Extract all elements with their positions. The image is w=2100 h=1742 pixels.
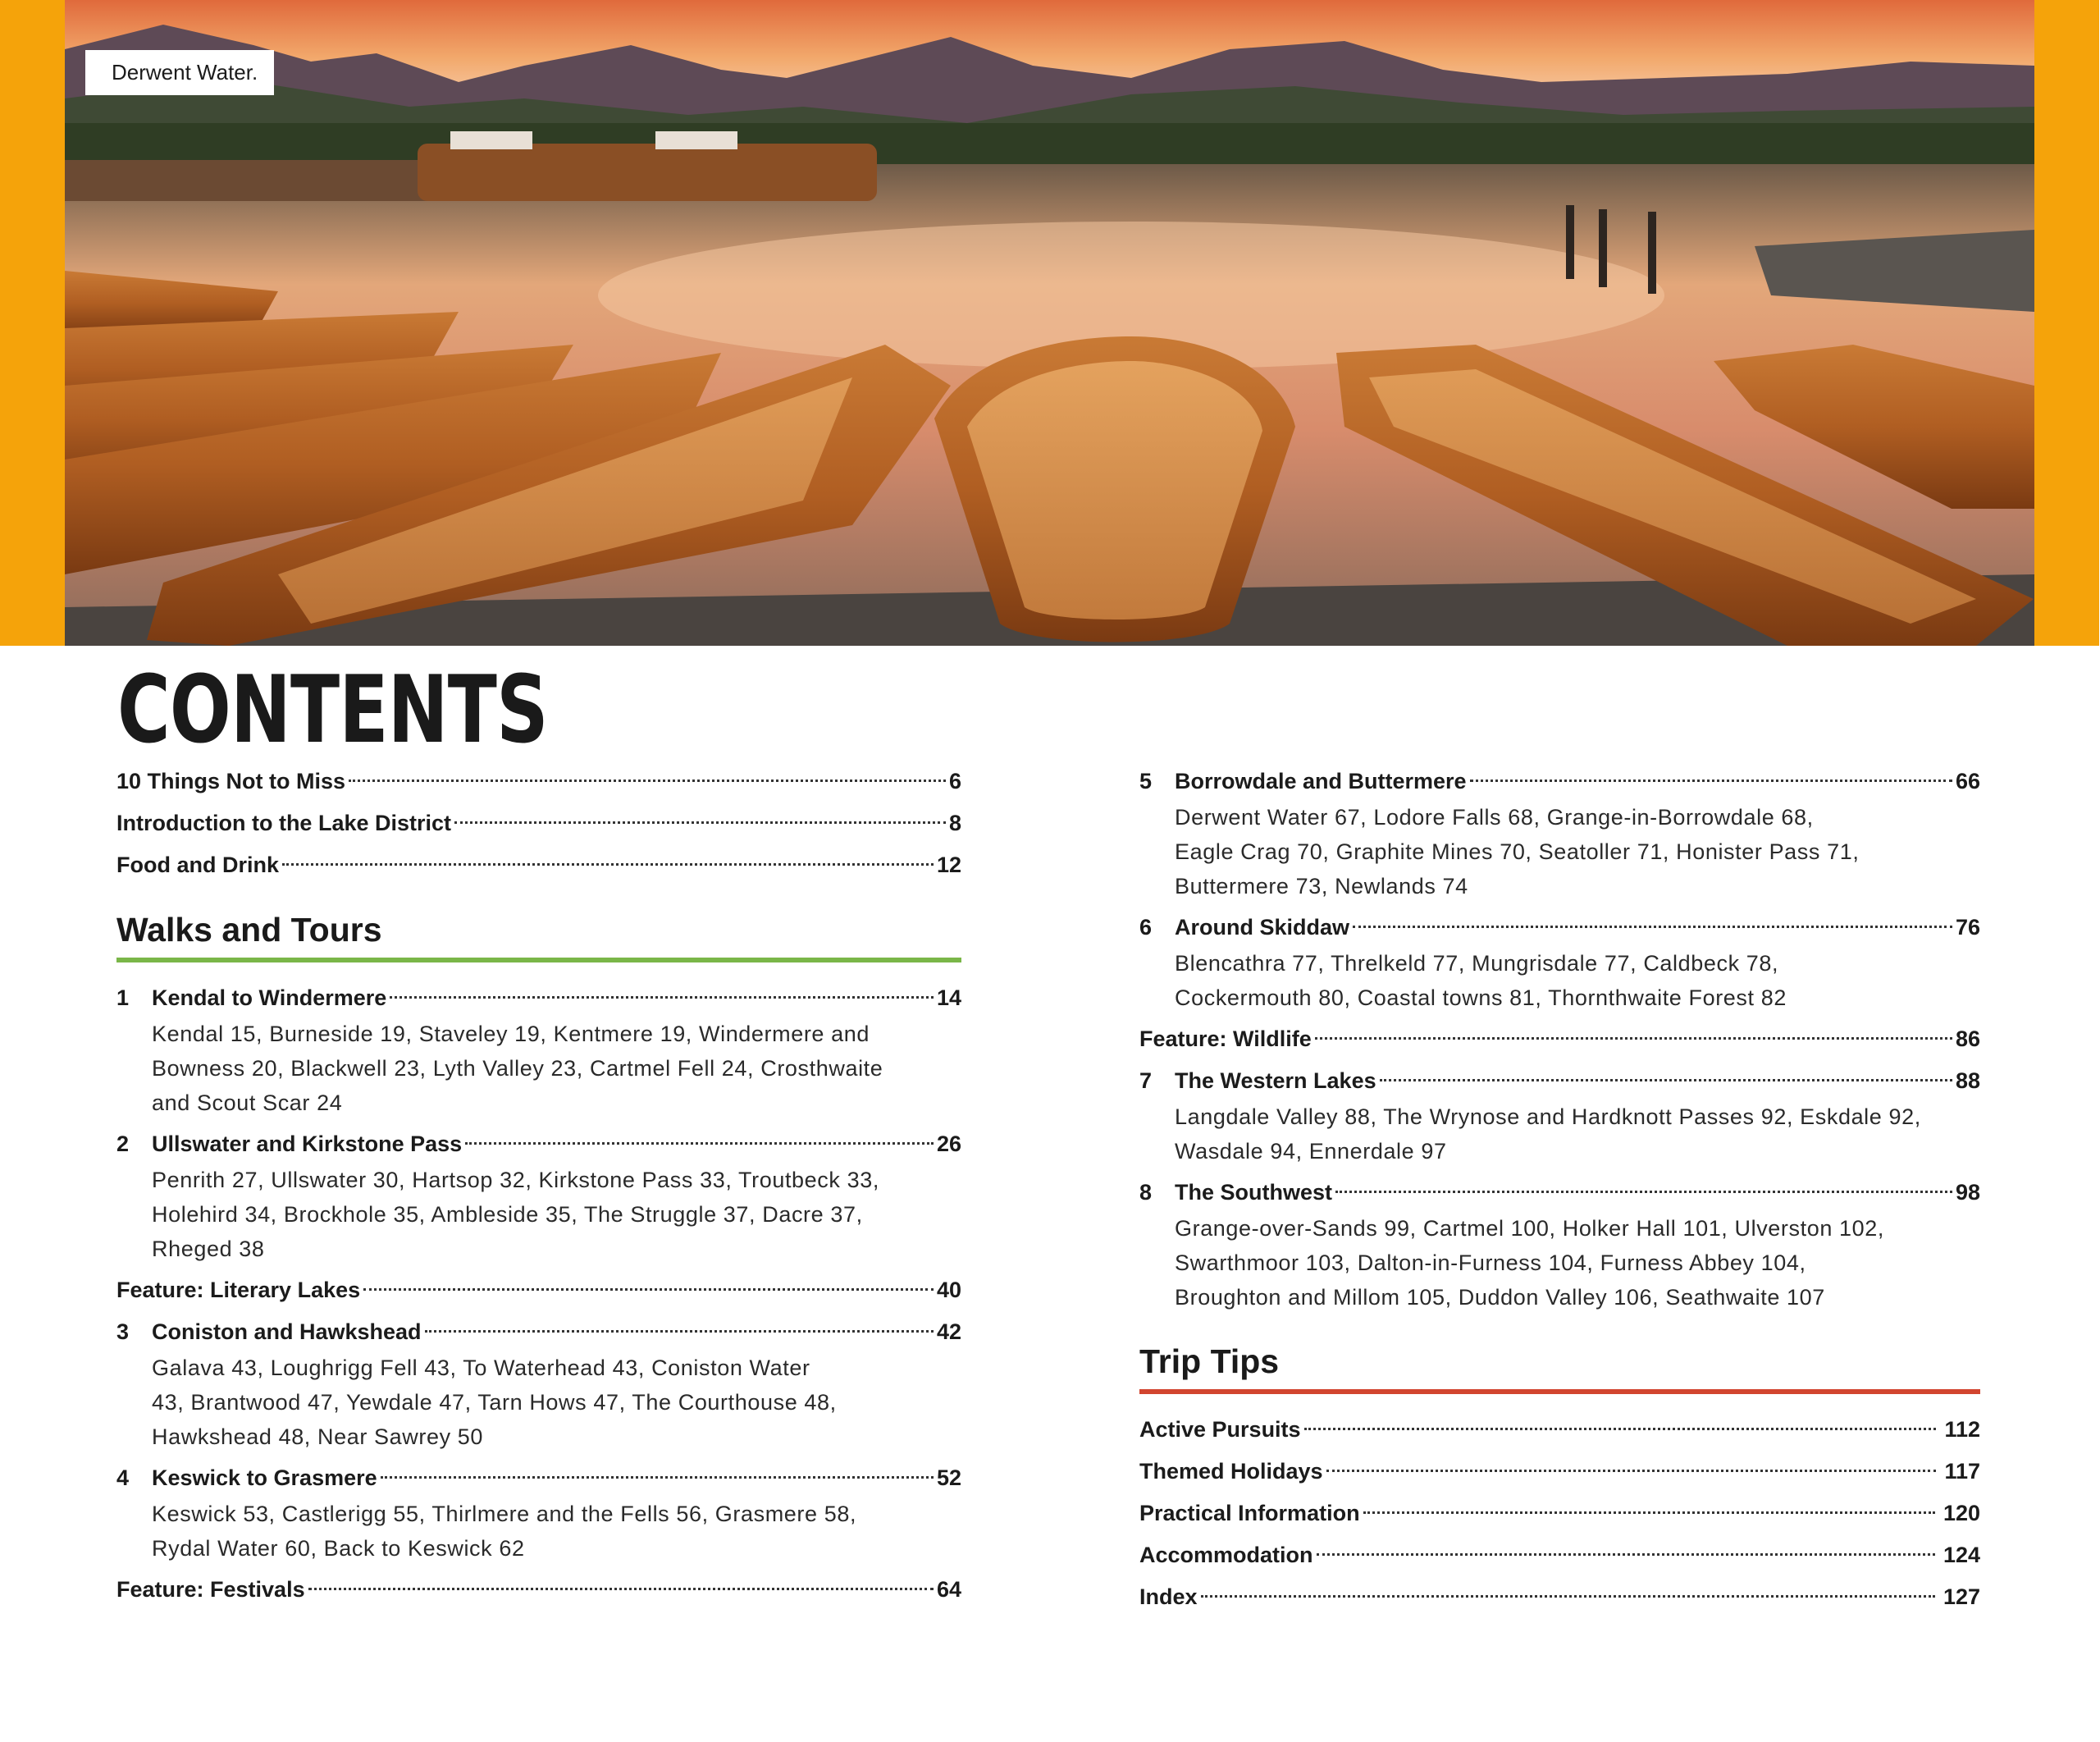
- contents-left-column: [116, 761, 961, 1611]
- tour-2-places: [116, 1163, 961, 1266]
- entry-page: 8: [948, 811, 961, 835]
- places-line: Penrith 27, Ullswater 30, Hartsop 32, Kirkstone Pass 33, Troutbeck 33,: [152, 1168, 879, 1192]
- places-line: Cockermouth 80, Coastal towns 81, Thornthwaite Forest 82: [1175, 985, 1787, 1010]
- entry-page: 86: [1955, 1026, 1980, 1051]
- left-color-band: [0, 0, 65, 646]
- entry-page: 76: [1955, 915, 1980, 940]
- entry-label: Practical Information: [1139, 1501, 1360, 1525]
- entry-page: 26: [936, 1132, 961, 1156]
- photo-caption: Derwent Water.: [85, 50, 274, 95]
- entry-label: Food and Drink: [116, 853, 279, 877]
- dot-leader: [1363, 1511, 1935, 1514]
- dot-leader: [349, 780, 946, 782]
- dot-leader: [1304, 1428, 1937, 1430]
- tour-6-places: [1139, 946, 1980, 1015]
- places-line: Kendal 15, Burneside 19, Staveley 19, Kentmere 19, Windermere and: [152, 1022, 870, 1046]
- places-line: Holehird 34, Brockhole 35, Ambleside 35, The Struggle 37, Dacre 37,: [152, 1202, 863, 1227]
- entry-page: 120: [1942, 1501, 1980, 1525]
- toc-entry-tour-8[interactable]: [1139, 1172, 1980, 1214]
- toc-entry-practical-information[interactable]: [1139, 1493, 1980, 1534]
- toc-entry-tour-6[interactable]: [1139, 907, 1980, 949]
- toc-entry-feature-festivals[interactable]: [116, 1569, 961, 1611]
- places-line: Rydal Water 60, Back to Keswick 62: [152, 1536, 525, 1561]
- entry-label: Borrowdale and Buttermere: [1175, 769, 1467, 793]
- toc-entry-feature-literary-lakes[interactable]: [116, 1269, 961, 1311]
- entry-label: Feature: Festivals: [116, 1577, 305, 1602]
- entry-label: Accommodation: [1139, 1543, 1313, 1567]
- entry-label: The Western Lakes: [1175, 1068, 1376, 1093]
- tour-5-places: [1139, 800, 1980, 903]
- entry-label: Index: [1139, 1584, 1198, 1609]
- places-line: Rheged 38: [152, 1237, 265, 1261]
- walks-and-tours-heading: Walks and Tours: [116, 886, 961, 962]
- toc-entry-tour-5[interactable]: [1139, 761, 1980, 802]
- toc-entry-themed-holidays[interactable]: [1139, 1451, 1980, 1493]
- dot-leader: [1353, 926, 1952, 928]
- entry-label: Keswick to Grasmere: [152, 1465, 377, 1490]
- dot-leader: [1201, 1595, 1935, 1598]
- dot-leader: [1326, 1470, 1937, 1472]
- toc-entry-tour-1[interactable]: [116, 977, 961, 1019]
- entry-page: 12: [936, 853, 961, 877]
- places-line: Keswick 53, Castlerigg 55, Thirlmere and the Fells 56, Grasmere 58,: [152, 1502, 857, 1526]
- entry-number: 3: [116, 1319, 130, 1344]
- entry-page: 40: [936, 1278, 961, 1302]
- entry-label: The Southwest: [1175, 1180, 1333, 1205]
- entry-label: Feature: Literary Lakes: [116, 1278, 361, 1302]
- entry-label: Introduction to the Lake District: [116, 811, 452, 835]
- entry-label: Around Skiddaw: [1175, 915, 1350, 940]
- tour-7-places: [1139, 1100, 1980, 1168]
- dot-leader: [1380, 1079, 1952, 1081]
- places-line: Hawkshead 48, Near Sawrey 50: [152, 1424, 484, 1449]
- header-photo: [65, 0, 2034, 646]
- entry-label: 10 Things Not to Miss: [116, 769, 346, 793]
- entry-page: 52: [936, 1465, 961, 1490]
- places-line: Blencathra 77, Threlkeld 77, Mungrisdale 77, Caldbeck 78,: [1175, 951, 1779, 976]
- contents-right-column: [1139, 761, 1980, 1618]
- dot-leader: [390, 996, 934, 999]
- entry-number: 7: [1139, 1068, 1153, 1093]
- toc-entry-tour-2[interactable]: [116, 1123, 961, 1165]
- entry-label: Active Pursuits: [1139, 1417, 1301, 1442]
- places-line: Langdale Valley 88, The Wrynose and Hardknott Passes 92, Eskdale 92,: [1175, 1104, 1921, 1129]
- entry-page: 112: [1944, 1417, 1980, 1442]
- places-line: Grange-over-Sands 99, Cartmel 100, Holker Hall 101, Ulverston 102,: [1175, 1216, 1884, 1241]
- toc-entry-food-and-drink[interactable]: [116, 844, 961, 886]
- entry-page: 127: [1942, 1584, 1980, 1609]
- toc-entry-tour-3[interactable]: [116, 1311, 961, 1353]
- places-line: Galava 43, Loughrigg Fell 43, To Waterhead 43, Coniston Water: [152, 1356, 810, 1380]
- dot-leader: [363, 1288, 934, 1291]
- trip-tips-heading: Trip Tips: [1139, 1318, 1980, 1394]
- toc-entry-index[interactable]: [1139, 1576, 1980, 1618]
- entry-label: Ullswater and Kirkstone Pass: [152, 1132, 463, 1156]
- dot-leader: [454, 821, 946, 824]
- toc-entry-active-pursuits[interactable]: [1139, 1409, 1980, 1451]
- toc-entry-tour-4[interactable]: [116, 1457, 961, 1499]
- entry-page: 42: [936, 1319, 961, 1344]
- toc-entry-introduction[interactable]: [116, 802, 961, 844]
- tour-4-places: [116, 1497, 961, 1566]
- entry-number: 6: [1139, 915, 1153, 940]
- toc-entry-10-things[interactable]: [116, 761, 961, 802]
- places-line: and Scout Scar 24: [152, 1090, 343, 1115]
- lake-boats-illustration: [65, 0, 2034, 646]
- toc-entry-feature-wildlife[interactable]: [1139, 1018, 1980, 1060]
- entry-page: 117: [1944, 1459, 1980, 1484]
- page-title: CONTENTS: [117, 656, 548, 764]
- entry-number: 5: [1139, 769, 1153, 793]
- dot-leader: [282, 863, 934, 866]
- dot-leader: [465, 1142, 934, 1145]
- dot-leader: [425, 1330, 934, 1333]
- entry-label: Feature: Wildlife: [1139, 1026, 1312, 1051]
- tour-3-places: [116, 1351, 961, 1454]
- entry-page: 6: [948, 769, 961, 793]
- toc-entry-accommodation[interactable]: [1139, 1534, 1980, 1576]
- entry-number: 8: [1139, 1180, 1153, 1205]
- entry-number: 2: [116, 1132, 130, 1156]
- right-color-band: [2034, 0, 2099, 646]
- entry-label: Themed Holidays: [1139, 1459, 1323, 1484]
- places-line: Bowness 20, Blackwell 23, Lyth Valley 23, Cartmel Fell 24, Crosthwaite: [152, 1056, 883, 1081]
- dot-leader: [1317, 1553, 1935, 1556]
- places-line: Buttermere 73, Newlands 74: [1175, 874, 1468, 898]
- places-line: Broughton and Millom 105, Duddon Valley 106, Seathwaite 107: [1175, 1285, 1825, 1310]
- places-line: Swarthmoor 103, Dalton-in-Furness 104, Furness Abbey 104,: [1175, 1250, 1806, 1275]
- toc-entry-tour-7[interactable]: [1139, 1060, 1980, 1102]
- entry-page: 64: [936, 1577, 961, 1602]
- places-line: Wasdale 94, Ennerdale 97: [1175, 1139, 1447, 1164]
- places-line: Derwent Water 67, Lodore Falls 68, Grange-in-Borrowdale 68,: [1175, 805, 1814, 830]
- entry-number: 4: [116, 1465, 130, 1490]
- entry-label: Coniston and Hawkshead: [152, 1319, 422, 1344]
- entry-label: Kendal to Windermere: [152, 985, 387, 1010]
- tour-1-places: [116, 1017, 961, 1120]
- dot-leader: [1335, 1191, 1952, 1193]
- entry-page: 14: [936, 985, 961, 1010]
- entry-page: 66: [1955, 769, 1980, 793]
- dot-leader: [381, 1476, 934, 1479]
- places-line: 43, Brantwood 47, Yewdale 47, Tarn Hows 47, The Courthouse 48,: [152, 1390, 837, 1415]
- dot-leader: [308, 1588, 934, 1590]
- entry-number: 1: [116, 985, 130, 1010]
- entry-page: 98: [1955, 1180, 1980, 1205]
- dot-leader: [1470, 780, 1952, 782]
- entry-page: 124: [1942, 1543, 1980, 1567]
- places-line: Eagle Crag 70, Graphite Mines 70, Seatoller 71, Honister Pass 71,: [1175, 839, 1860, 864]
- tour-8-places: [1139, 1211, 1980, 1315]
- entry-page: 88: [1955, 1068, 1980, 1093]
- dot-leader: [1315, 1037, 1952, 1040]
